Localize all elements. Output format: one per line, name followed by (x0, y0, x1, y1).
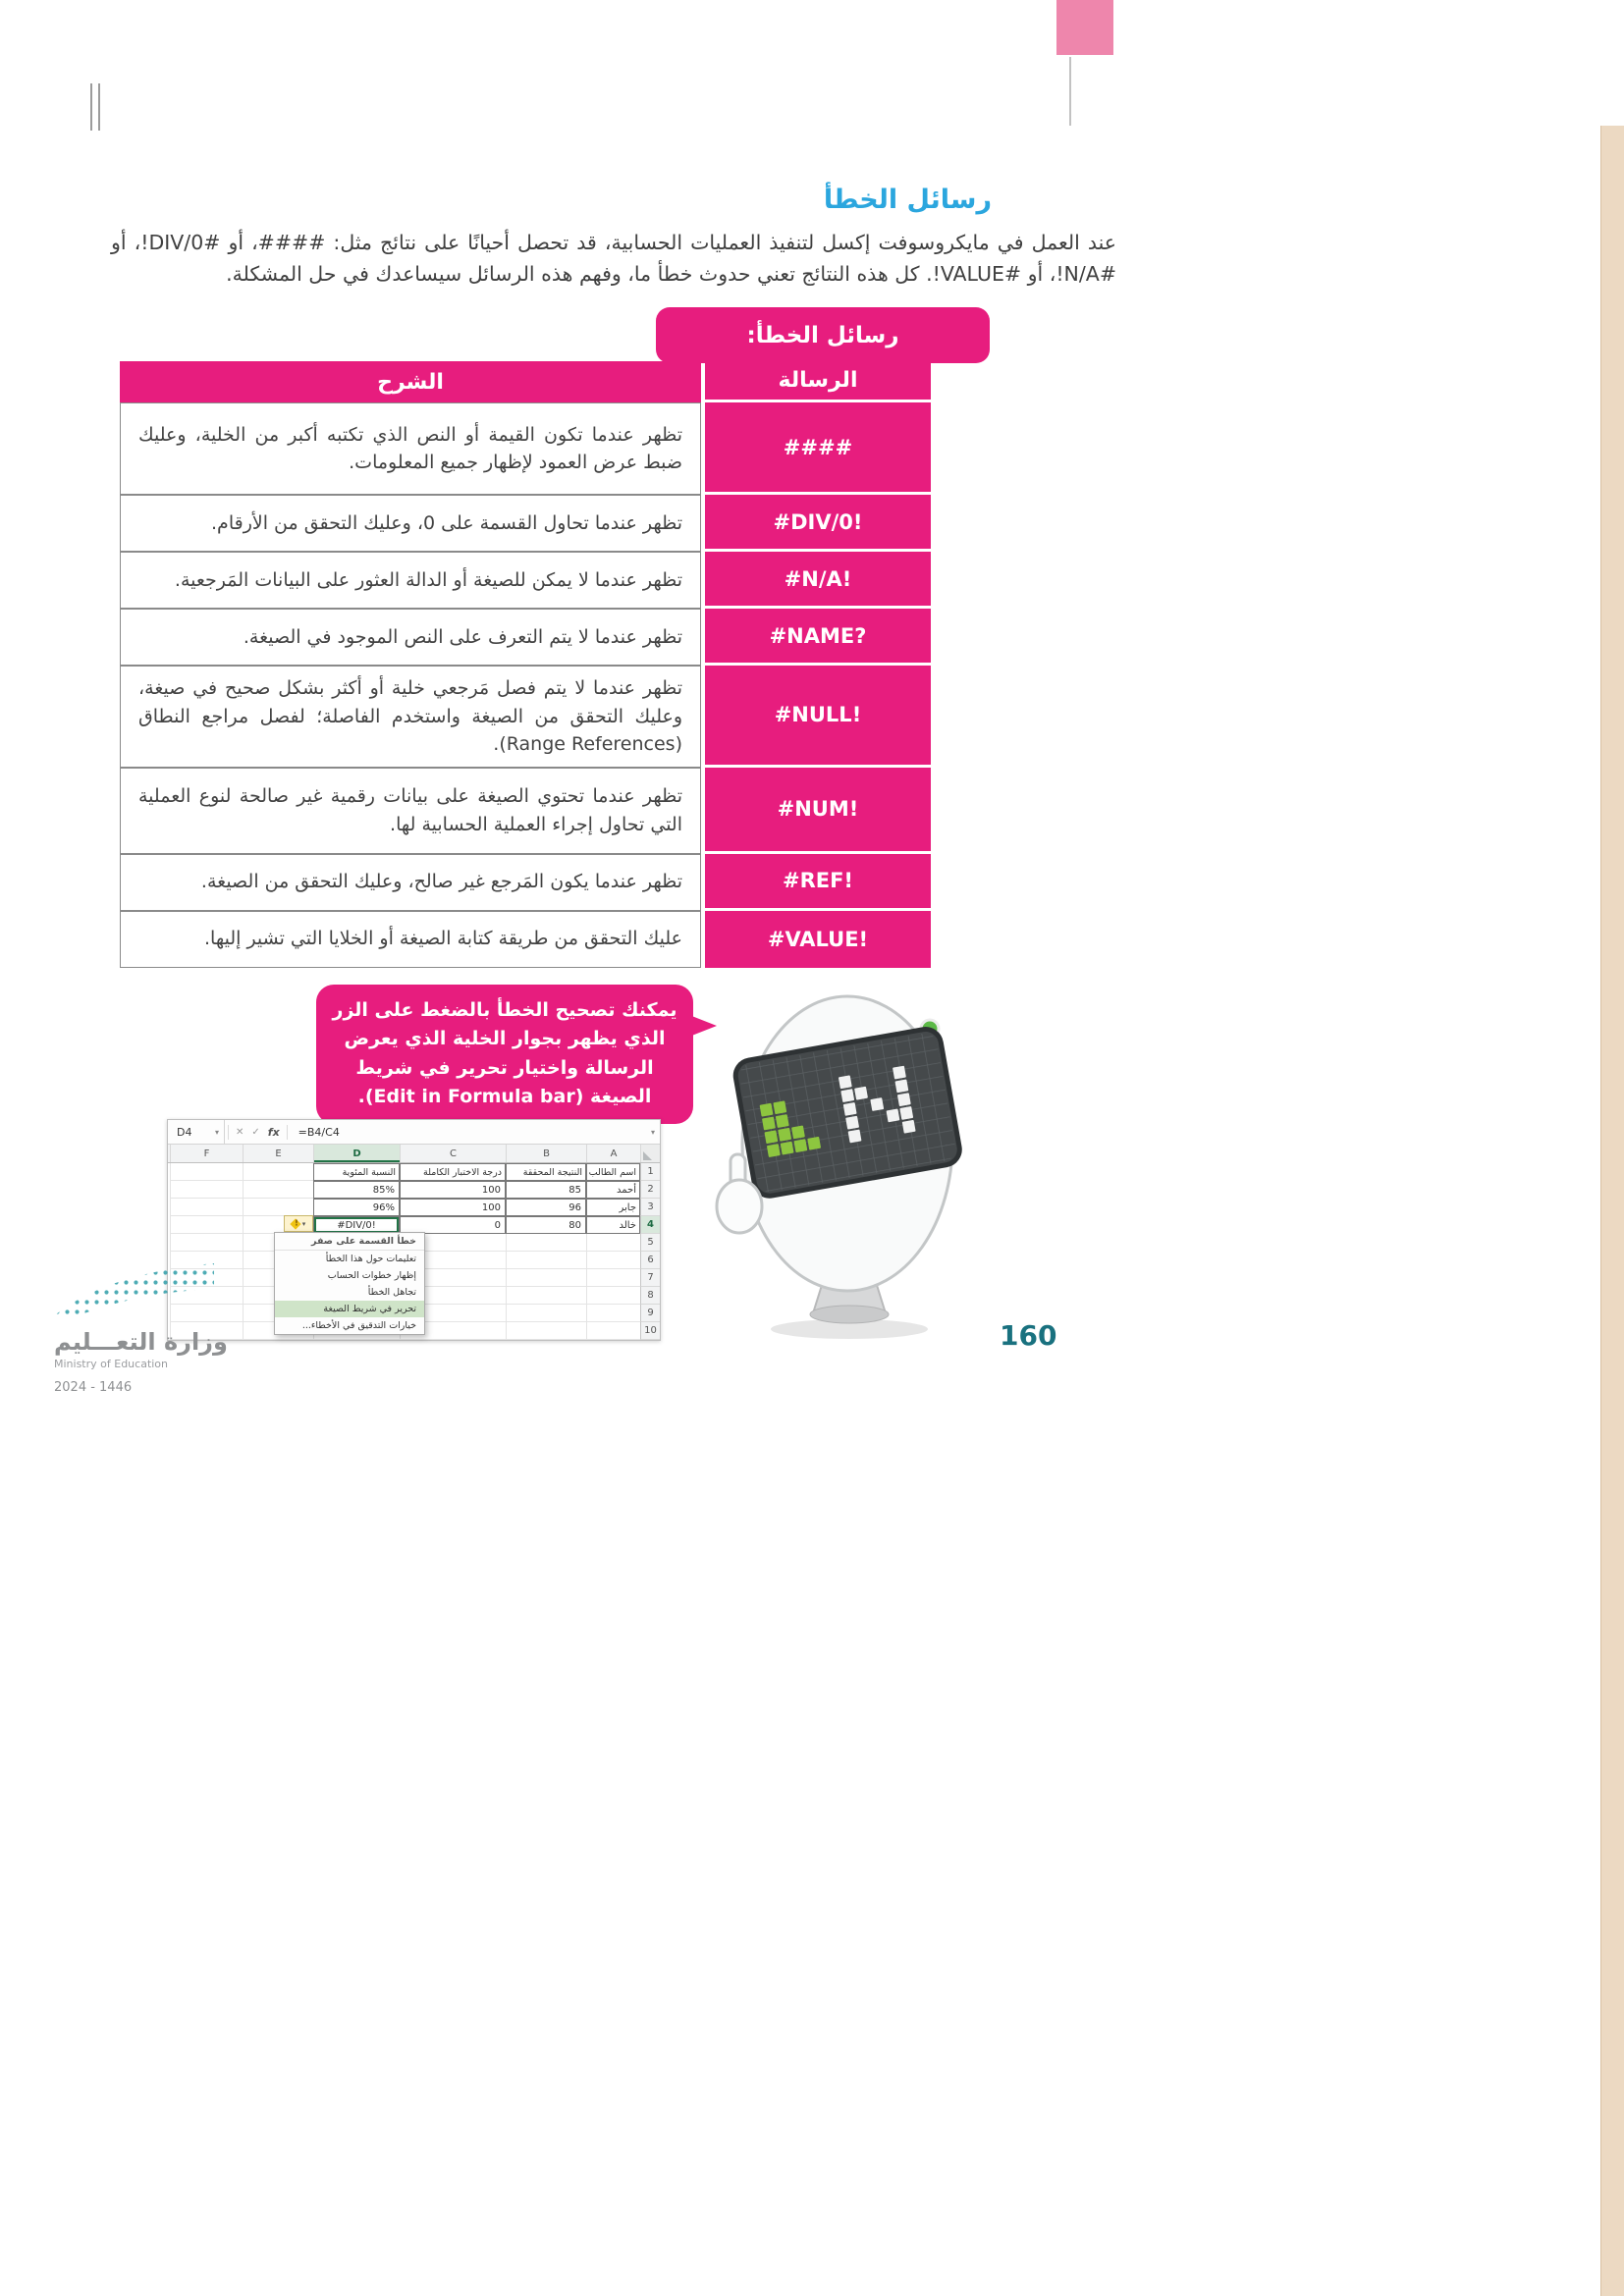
chevron-down-icon: ▾ (301, 1219, 306, 1228)
formula-text[interactable]: =B4/C4 (298, 1125, 340, 1139)
crop-mark (98, 83, 100, 131)
sheet-cell[interactable] (170, 1234, 243, 1252)
menu-item: خطأ القسمة على صفر (275, 1233, 424, 1251)
page-edge-strip (1600, 126, 1624, 2296)
error-code-cell: #NULL! (705, 666, 931, 768)
error-code-cell: #N/A! (705, 552, 931, 609)
table-row (120, 609, 931, 666)
table-row (120, 854, 931, 911)
sheet-row (168, 1199, 660, 1216)
sheet-cell[interactable]: 85 (506, 1181, 586, 1199)
error-code-cell: #NUM! (705, 768, 931, 854)
error-warning-icon: ! (290, 1218, 300, 1229)
error-messages-table (120, 361, 931, 968)
explanation-text: تظهر عندما تحاول القسمة على 0، وعليك التحقق من الأرقام. (211, 511, 682, 534)
explanation-cell (120, 552, 701, 609)
sheet-cell[interactable] (170, 1216, 243, 1234)
column-header-selected[interactable]: D (313, 1145, 400, 1162)
table-row (120, 402, 931, 495)
ministry-name-english: Ministry of Education (54, 1358, 169, 1370)
edition-year: 2024 - 1446 (54, 1380, 133, 1395)
insert-function-icon[interactable]: fx (267, 1125, 280, 1139)
error-code-cell: #REF! (705, 854, 931, 911)
column-headers-row (168, 1145, 660, 1163)
sheet-cell[interactable]: درجة الاختبار الكاملة (400, 1163, 506, 1181)
table-row (120, 552, 931, 609)
sheet-row (168, 1163, 660, 1181)
sheet-cell[interactable] (586, 1252, 640, 1269)
sheet-row (168, 1181, 660, 1199)
formula-bar (168, 1120, 660, 1145)
sheet-cell[interactable] (243, 1163, 313, 1181)
error-options-button[interactable] (284, 1215, 313, 1232)
table-row (120, 495, 931, 552)
ministry-logo-dots (54, 1259, 216, 1320)
explanation-text: تظهر عندما تكون القيمة أو النص الذي تكتبه أكبر من الخلية، وعليك ضبط عرض العمود لإظهار جميع المعلومات. (138, 423, 682, 473)
explanation-cell (120, 609, 701, 666)
column-header[interactable]: A (586, 1145, 640, 1162)
menu-item[interactable]: تجاهل الخطأ (367, 1287, 416, 1298)
menu-item[interactable]: تعليمات حول هذا الخطأ (325, 1254, 416, 1264)
sheet-cell[interactable] (170, 1163, 243, 1181)
table-row (120, 911, 931, 968)
corner-color-swatch (1056, 0, 1113, 55)
explanation-text: عليك التحقق من طريقة كتابة الصيغة أو الخلايا التي تشير إليها. (204, 928, 682, 950)
row-header[interactable]: 3 (640, 1199, 660, 1216)
row-header[interactable]: 2 (640, 1181, 660, 1199)
explanation-cell (120, 495, 701, 552)
explanation-cell (120, 666, 701, 768)
cancel-icon[interactable]: ✕ (236, 1126, 244, 1138)
explanation-cell (120, 402, 701, 495)
cell-reference: D4 (177, 1125, 192, 1139)
table-title-tab: رسائل الخطأ: (656, 307, 990, 363)
error-code-cell: #### (705, 402, 931, 495)
table-row (120, 666, 931, 768)
row-header-selected[interactable]: 4 (640, 1216, 660, 1234)
name-box[interactable] (168, 1120, 225, 1144)
explanation-text: تظهر عندما يكون المَرجع غير صالح، وعليك التحقق من الصيغة. (200, 871, 682, 893)
menu-item[interactable]: خيارات التدقيق في الأخطاء... (301, 1320, 416, 1331)
error-code-cell: #NAME? (705, 609, 931, 666)
explanation-text: تظهر عندما لا يمكن للصيغة أو الدالة العثور على البيانات المَرجعية. (174, 568, 682, 591)
explanation-cell (120, 854, 701, 911)
sheet-cell[interactable]: 85% (313, 1181, 400, 1199)
sheet-cell[interactable] (506, 1269, 586, 1287)
row-header[interactable]: 5 (640, 1234, 660, 1252)
sheet-cell[interactable]: النسبة المئوية (313, 1163, 400, 1181)
sheet-cell[interactable] (586, 1322, 640, 1340)
explanation-text: تظهر عندما لا يتم فصل مَرجعي خلية أو أكثر بشكل صحيح في صيغة، وعليك التحقق من الصيغة واستخدم الفاصلة؛ لفصل مراجع النطاق (Range References). (138, 677, 682, 755)
sheet-cell[interactable] (170, 1199, 243, 1216)
sheet-cell[interactable] (506, 1305, 586, 1322)
sheet-cell[interactable]: 96% (313, 1199, 400, 1216)
column-header[interactable]: F (170, 1145, 243, 1162)
tip-speech-bubble: يمكنك تصحيح الخطأ بالضغط على الزر الذي يظهر بجوار الخلية الذي يعرض الرسالة واختيار تحرير في شريط الصيغة (Edit in Formula bar). (316, 985, 693, 1124)
column-header[interactable]: C (400, 1145, 506, 1162)
row-header[interactable]: 6 (640, 1252, 660, 1269)
table-row (120, 768, 931, 854)
chevron-down-icon: ▾ (214, 1127, 219, 1137)
error-options-menu (274, 1232, 425, 1335)
page-number: 160 (1000, 1319, 1057, 1352)
divider (228, 1125, 229, 1140)
sheet-cell[interactable]: 100 (400, 1199, 506, 1216)
sheet-cell[interactable]: أحمد (586, 1181, 640, 1199)
divider (287, 1125, 288, 1140)
sheet-cell[interactable] (243, 1181, 313, 1199)
menu-item[interactable]: إظهار خطوات الحساب (327, 1270, 416, 1281)
sheet-cell[interactable] (243, 1199, 313, 1216)
sheet-cell[interactable] (506, 1322, 586, 1340)
sheet-cell[interactable] (586, 1234, 640, 1252)
intro-paragraph: عند العمل في مايكروسوفت إكسل لتنفيذ العمليات الحسابية، قد تحصل أحيانًا على نتائج مثل: ####، أو #DIV/0!، أو #N/A!، أو #VALUE!. كل هذه النتائج تعني حدوث خطأ ما، وفهم هذه الرسائل سيساعدك في حل المشكلة. (111, 231, 1116, 286)
sheet-cell[interactable]: 0 (400, 1216, 506, 1234)
ministry-logo (54, 1259, 290, 1395)
sheet-cell[interactable] (170, 1181, 243, 1199)
error-code-cell: #DIV/0! (705, 495, 931, 552)
crop-mark (90, 83, 92, 131)
sheet-cell[interactable] (586, 1269, 640, 1287)
table-header-row (120, 361, 931, 402)
row-header[interactable]: 10 (640, 1322, 660, 1340)
message-column-header: الرسالة (705, 361, 931, 402)
formula-bar-expand-icon[interactable]: ▾ (650, 1127, 655, 1137)
sheet-cell[interactable]: 96 (506, 1199, 586, 1216)
sheet-cell[interactable] (586, 1287, 640, 1305)
explanation-text: تظهر عندما تحتوي الصيغة على بيانات رقمية غير صالحة لنوع العملية التي تحاول إجراء العملية الحسابية لها. (138, 785, 682, 835)
sheet-cell[interactable]: اسم الطالب (586, 1163, 640, 1181)
column-header[interactable]: E (243, 1145, 313, 1162)
ministry-name-arabic: وزارة التعـــليم (54, 1328, 228, 1356)
column-header[interactable]: B (506, 1145, 586, 1162)
page-title: رسائل الخطأ (823, 185, 992, 215)
select-all-corner[interactable] (640, 1145, 660, 1162)
sheet-cell[interactable]: 80 (506, 1216, 586, 1234)
row-header[interactable]: 1 (640, 1163, 660, 1181)
sheet-cell[interactable]: 100 (400, 1181, 506, 1199)
explanation-column-header: الشرح (120, 361, 701, 402)
sheet-cell[interactable] (506, 1252, 586, 1269)
row-header[interactable]: 8 (640, 1287, 660, 1305)
menu-item-highlighted[interactable]: تحرير في شريط الصيغة (275, 1301, 424, 1317)
sheet-cell[interactable] (506, 1234, 586, 1252)
explanation-cell (120, 911, 701, 968)
sheet-cell[interactable] (586, 1305, 640, 1322)
sheet-cell[interactable]: النتيجة المحققة (506, 1163, 586, 1181)
crop-mark (1069, 57, 1071, 126)
sheet-cell[interactable]: خالد (586, 1216, 640, 1234)
robot-mascot-illustration (687, 970, 992, 1348)
enter-icon[interactable]: ✓ (251, 1126, 260, 1138)
selected-error-cell[interactable]: #DIV/0! (313, 1216, 400, 1234)
sheet-cell[interactable]: جابر (586, 1199, 640, 1216)
row-header[interactable]: 7 (640, 1269, 660, 1287)
error-code-cell: #VALUE! (705, 911, 931, 968)
sheet-cell[interactable] (506, 1287, 586, 1305)
explanation-text: تظهر عندما لا يتم التعرف على النص الموجود في الصيغة. (243, 625, 682, 648)
row-header[interactable]: 9 (640, 1305, 660, 1322)
explanation-cell (120, 768, 701, 854)
